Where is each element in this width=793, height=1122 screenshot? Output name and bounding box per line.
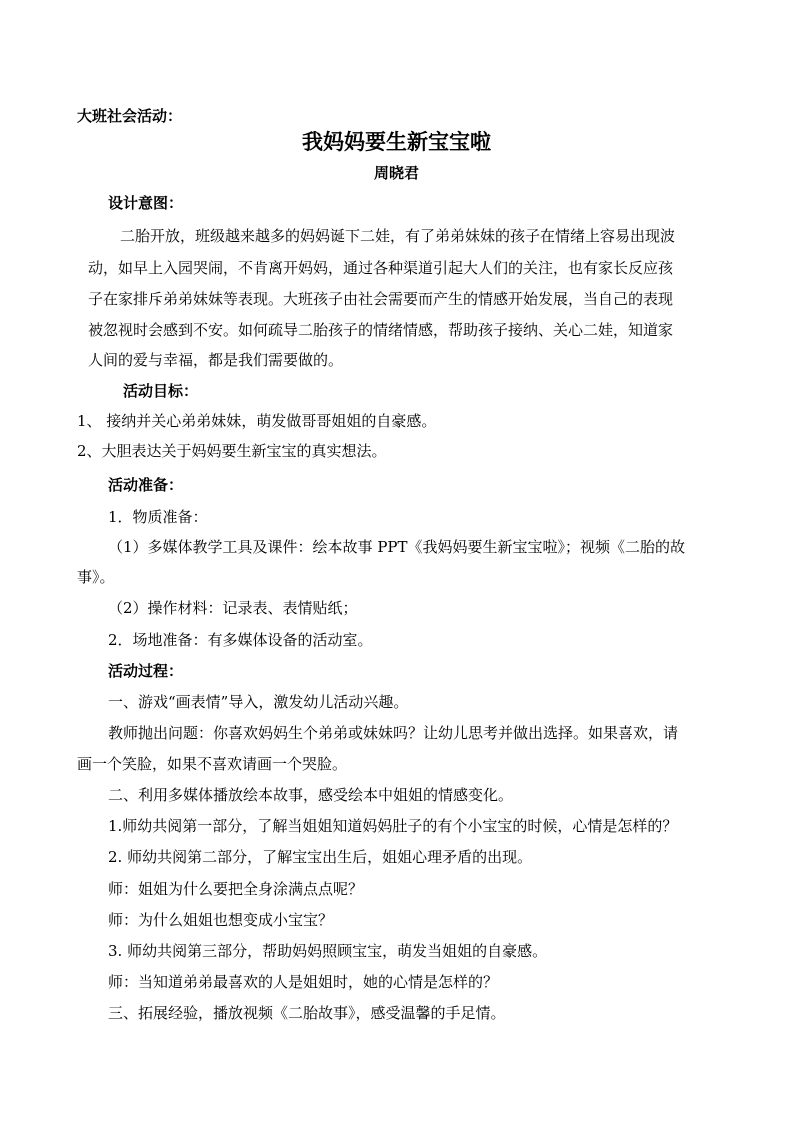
goal-item: 2、大胆表达关于妈妈要生新宝宝的真实想法。	[77, 442, 387, 460]
document-title: 我妈妈要生新宝宝啦	[302, 129, 491, 154]
activity-category: 大班社会活动：	[77, 107, 183, 125]
process-line: 师：当知道弟弟最喜欢的人是姐姐时，她的心情是怎样的？	[108, 973, 499, 991]
process-line: 三、拓展经验，播放视频《二胎故事》，感受温馨的手足情。	[108, 1004, 506, 1022]
process-line: 一、游戏“画表情”导入，激发幼儿活动兴趣。	[108, 693, 409, 711]
design-intent-line: 子在家排斥弟弟妹妹等表现。大班孩子由社会需要而产生的情感开始发展，当自己的表现	[88, 290, 674, 308]
preparation-line: 事》。	[77, 568, 115, 586]
design-intent-line: 二胎开放，班级越来越多的妈妈诞下二娃，有了弟弟妹妹的孩子在情绪上容易出现波	[120, 227, 676, 245]
process-line: 画一个笑脸，如果不喜欢请画一个哭脸。	[77, 755, 348, 773]
process-line: 二、利用多媒体播放绘本故事，感受绘本中姐姐的情感变化。	[108, 786, 514, 804]
process-line: 教师抛出问题：你喜欢妈妈生个弟弟或妹妹吗？让幼儿思考并做出选择。如果喜欢，请	[108, 724, 679, 742]
goal-item: 1、 接纳并关心弟弟妹妹，萌发做哥哥姐姐的自豪感。	[77, 412, 437, 430]
process-line: 师：为什么姐姐也想变成小宝宝？	[108, 911, 334, 929]
goals-heading: 活动目标：	[123, 382, 199, 400]
process-line: 师：姐姐为什么要把全身涂满点点呢？	[108, 880, 364, 898]
design-intent-line: 被忽视时会感到不安。如何疏导二胎孩子的情绪情感，帮助孩子接纳、关心二娃，知道家	[88, 321, 674, 339]
design-intent-heading: 设计意图：	[108, 194, 184, 212]
preparation-line: （1）多媒体教学工具及课件：绘本故事 PPT《我妈妈要生新宝宝啦》；视频《二胎的故	[108, 538, 686, 556]
preparation-line: 1．物质准备：	[108, 508, 208, 526]
process-heading: 活动过程：	[108, 662, 184, 680]
preparation-line: （2）操作材料：记录表、表情贴纸；	[108, 599, 358, 617]
process-line: 2. 师幼共阅第二部分，了解宝宝出生后，姐姐心理矛盾的出现。	[108, 848, 533, 866]
design-intent-line: 人间的爱与幸福，都是我们需要做的。	[88, 351, 344, 369]
design-intent-line: 动，如早上入园哭闹，不肯离开妈妈，通过各种渠道引起大人们的关注，也有家长反应孩	[88, 259, 674, 277]
process-line: 1.师幼共阅第一部分，了解当姐姐知道妈妈肚子的有个小宝宝的时候，心情是怎样的？	[108, 817, 678, 835]
author-name: 周晓君	[373, 164, 419, 182]
process-line: 3. 师幼共阅第三部分，帮助妈妈照顾宝宝，萌发当姐姐的自豪感。	[108, 942, 548, 960]
preparation-line: 2．场地准备：有多媒体设备的活动室。	[108, 631, 373, 649]
preparation-heading: 活动准备：	[108, 476, 184, 494]
